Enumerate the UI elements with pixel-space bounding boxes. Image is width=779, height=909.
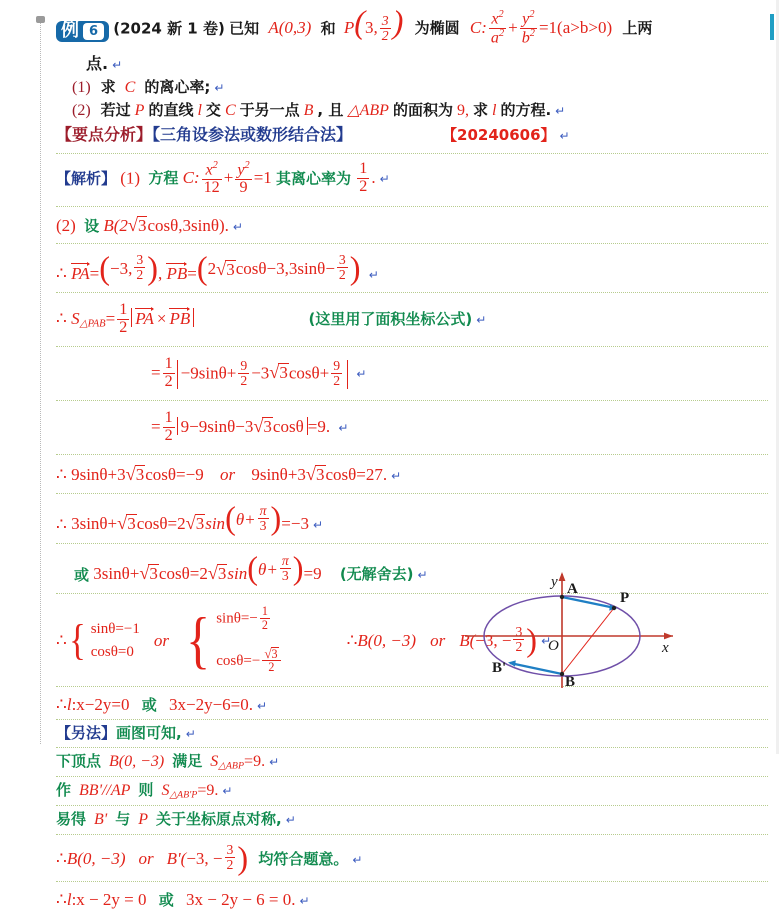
- solution-part-1: [56, 153, 768, 198]
- case-1-sin: sinθ=−1: [90, 620, 140, 637]
- point-a-label: A: [567, 581, 578, 597]
- alt-line6-answer: ∴l:x − 2y = 0: [56, 890, 147, 909]
- alt-method-line-3: [56, 776, 768, 801]
- therefore-symbol: ∴: [56, 309, 67, 329]
- question-2-nine: 9,: [456, 101, 469, 119]
- conjunction-and: 和: [320, 19, 336, 38]
- solution-1-eccentricity: $\frac{1}{2}$ .: [359, 160, 376, 195]
- therefore-symbol: ∴: [56, 631, 67, 651]
- solution-part-2: [56, 206, 768, 235]
- system-or: or: [153, 631, 169, 651]
- alt-method-line-6: [56, 881, 768, 909]
- question-2-l2: l: [491, 101, 497, 119]
- alt-line3-a: 作: [56, 780, 72, 799]
- paragraph-mark: ↵: [312, 518, 324, 533]
- area-expression: $S_{\triangle PAB}=$ $\frac{1}{2}$ PA × PB: [71, 309, 198, 328]
- alt-line3-area: $S_{\triangle AB'P}=9$.: [161, 781, 219, 801]
- alt-line4-c: 与: [115, 810, 131, 829]
- question-2-text-c: 交: [205, 100, 221, 119]
- paragraph-mark: ↵: [476, 313, 487, 328]
- ellipse-figure: [455, 560, 775, 700]
- paragraph-mark: ↵: [555, 103, 566, 118]
- alt-line4-a: 易得: [56, 810, 87, 829]
- for-ellipse-text: 为椭圆: [414, 19, 460, 38]
- paragraph-mark: ↵: [214, 80, 225, 95]
- paragraph-mark: ↵: [356, 367, 367, 382]
- question-1-variable: C: [124, 78, 136, 96]
- solution-1-number: (1): [120, 168, 141, 188]
- area-formula-note: (这里用了面积坐标公式): [308, 310, 473, 329]
- alt-method-line-4: [56, 805, 768, 829]
- case-equation-2: 9sinθ+3 √ 3 cosθ=27.: [251, 464, 388, 485]
- question-2-text-b: 的直线: [148, 100, 194, 119]
- question-2-c: C: [224, 101, 236, 119]
- alt-line2-c: 满足: [172, 751, 203, 770]
- reduction-2-note: (无解舍去): [339, 565, 414, 584]
- analysis-label: 【要点分析】: [56, 124, 153, 144]
- problem-statement-line-1: [56, 4, 768, 49]
- example-badge-number: 6: [83, 23, 104, 40]
- solution-2-text: 设: [84, 217, 100, 235]
- example-badge: [56, 21, 109, 42]
- point-b-dot: [560, 672, 564, 676]
- reduction-1-expression: 3sinθ+ √ 3 cosθ=2 √ 3 sin ( θ+ $\frac{\pi}{3}$ ) =−3: [71, 500, 309, 537]
- alt-line6-or: 或: [158, 891, 174, 909]
- solution-2-point-b: B(2 √ 3 cosθ,3sinθ).: [103, 215, 229, 235]
- alt-line3-parallel: BB'//AP: [79, 781, 131, 799]
- paragraph-mark: ↵: [112, 57, 123, 72]
- segment-pb: [562, 608, 614, 674]
- case-or-1: or: [219, 465, 236, 485]
- reduction-2-or: 或: [74, 565, 90, 584]
- paragraph-mark: ↵: [352, 853, 363, 868]
- case-2-sin: sinθ=− $\frac{1}{2}$: [216, 604, 268, 632]
- two-cases-line: [56, 454, 768, 484]
- vector-pa-expression: PA= ( −3, $\frac{3}{2}$ ) ,: [71, 250, 163, 287]
- alt-method-label: 【另法】: [56, 723, 117, 742]
- therefore-symbol: ∴: [56, 514, 67, 534]
- question-2-text-e: , 且: [317, 100, 344, 119]
- alt-line2-area: $S_{\triangle ABP}=9$.: [210, 752, 266, 771]
- left-margin-rule: [40, 16, 41, 744]
- question-1-text-b: 的离心率;: [144, 77, 211, 96]
- problem-statement-line-2: [56, 49, 768, 73]
- case-2-system: { sinθ=− $\frac{1}{2}$ cosθ=− √ 3 2: [183, 606, 283, 674]
- paragraph-mark: ↵: [257, 698, 268, 713]
- question-2-text-d: 于另一点: [239, 100, 300, 119]
- points-word: 点.: [86, 53, 109, 73]
- question-2-number: (2): [72, 101, 91, 119]
- solution-1-text: 方程: [148, 169, 179, 188]
- vectors-line: [56, 243, 768, 287]
- paragraph-mark: ↵: [232, 220, 243, 234]
- ellipse-equation: C: $\frac{x^2}{a^2}$ + $\frac{y^2}{b^2}$ =1(a>b>0): [469, 9, 613, 47]
- area-formula-line: [56, 292, 768, 338]
- point-p-label: P: [620, 590, 630, 606]
- alt-method-text: 画图可知,: [116, 723, 182, 742]
- point-p-dot: [612, 606, 616, 610]
- origin-label: O: [548, 638, 559, 654]
- side-tab-marker[interactable]: [770, 14, 774, 40]
- question-1-number: (1): [72, 78, 91, 96]
- solution-1-equation: C: $\frac{x^2}{12}$ + $\frac{y^2}{9}$ =1: [182, 159, 272, 196]
- paragraph-mark: ↵: [379, 172, 390, 187]
- paragraph-mark: ↵: [559, 128, 570, 143]
- alt-line5-tail: 均符合题意。: [258, 850, 349, 869]
- therefore-symbol: ∴: [56, 264, 67, 284]
- paragraph-mark: ↵: [185, 726, 196, 741]
- alt-line6-equation-2: 3x − 2y − 6 = 0.: [185, 890, 296, 909]
- question-2-triangle: △ABP: [347, 101, 389, 119]
- question-1: [56, 73, 768, 97]
- answer-1-or: 或: [141, 695, 157, 714]
- paragraph-mark: ↵: [299, 894, 310, 909]
- question-1-text-a: 求: [100, 77, 116, 96]
- reduction-line-1: [56, 493, 768, 535]
- document-content: [56, 4, 768, 909]
- answer-1-equation-2: 3x−2y−6=0.: [168, 694, 253, 714]
- example-badge-label: 例: [61, 20, 79, 42]
- alt-method-line-2: [56, 747, 768, 772]
- point-b-label: B: [565, 674, 576, 690]
- alt-line2-point-b: B(0, −3): [109, 752, 165, 770]
- alt-method-line-1: [56, 719, 768, 743]
- question-2-p: P: [134, 101, 145, 119]
- case-2-cos: cosθ=− √ 3 2: [216, 648, 282, 675]
- point-b-prime-label: B': [492, 660, 507, 676]
- y-axis-arrow-icon: [559, 572, 566, 581]
- question-2-text-f: 的面积为: [392, 100, 453, 119]
- vector-pb-expression: PB= ( 2 √ 3 cosθ−3,3sinθ− $\frac{3}{2}$ ): [166, 250, 361, 287]
- question-2-l: l: [197, 101, 202, 119]
- question-2-text-g: 求: [472, 100, 488, 119]
- alt-line3-c: 则: [138, 780, 154, 799]
- question-2-text-h: 的方程.: [500, 100, 552, 119]
- paragraph-mark: ↵: [338, 421, 349, 436]
- case-1-cos: cosθ=0: [90, 643, 134, 660]
- case-1-system: { sinθ=−1 cosθ=0: [68, 615, 140, 664]
- paragraph-mark: ↵: [285, 813, 296, 828]
- alt-line4-b-prime: B': [94, 811, 108, 829]
- point-a-dot: [560, 595, 564, 599]
- alt-line4-e: 关于坐标原点对称,: [156, 810, 282, 829]
- expansion-1-expression: = $\frac{1}{2}$ −9sinθ+ $\frac{9}{2}$ −3 √ 3 cosθ+ $\frac{9}{2}$: [151, 363, 352, 382]
- expansion-2-expression: = $\frac{1}{2}$ 9−9sinθ−3 √ 3 cosθ =9.: [151, 409, 331, 444]
- question-2-b: B: [303, 101, 314, 119]
- question-2-text-a: 若过: [100, 100, 131, 119]
- expansion-line-2: [56, 400, 768, 446]
- solution-label: 【解析】: [56, 169, 117, 188]
- analysis-method: 【三角设参法或数形结合法】: [152, 124, 353, 144]
- solution-1-text-2: 其离心率为: [276, 169, 352, 188]
- alt-line4-p: P: [138, 811, 149, 829]
- alt-line5-result: ∴B(0, −3) or B'( −3, − $\frac{3}{2}$ ): [56, 840, 249, 877]
- paragraph-mark: ↵: [368, 268, 379, 283]
- on-two-text: 上两: [622, 19, 653, 38]
- date-tag: 【20240606】: [442, 125, 556, 144]
- expansion-line-1: [56, 346, 768, 392]
- alt-line2-a: 下顶点: [56, 751, 102, 770]
- x-axis-label: x: [662, 640, 669, 656]
- ellipse-figure-svg: [455, 560, 775, 700]
- x-axis-arrow-icon: [664, 633, 673, 640]
- y-axis-label: y: [551, 574, 558, 590]
- solution-2-number: (2): [56, 216, 76, 235]
- question-2: [56, 97, 768, 120]
- paragraph-mark: ↵: [541, 633, 552, 648]
- alt-method-line-5: [56, 834, 768, 877]
- reduction-2-expression: 3sinθ+ √ 3 cosθ=2 √ 3 sin ( θ+ $\frac{\pi}{3}$ ) =9: [93, 550, 322, 587]
- paragraph-mark: ↵: [391, 469, 402, 484]
- case-equation-1: 9sinθ+3 √ 3 cosθ=−9: [71, 464, 204, 485]
- margin-handle[interactable]: [36, 16, 45, 23]
- problem-lead: 已知: [229, 19, 260, 38]
- therefore-symbol: ∴: [56, 465, 67, 485]
- paragraph-mark: ↵: [222, 783, 233, 798]
- point-a: A(0,3): [268, 18, 312, 38]
- point-p: P(3, $\frac{3}{2}$ ): [343, 4, 404, 43]
- problem-source: (2024 新 1 卷): [113, 19, 225, 38]
- answer-1-expression: ∴l:x−2y=0: [56, 694, 130, 714]
- system-result: ∴B(0, −3) or B( −3, − $\frac{3}{2}$ ): [346, 621, 538, 658]
- analysis-line: [56, 120, 768, 145]
- paragraph-mark: ↵: [417, 568, 428, 583]
- paragraph-mark: ↵: [269, 754, 280, 769]
